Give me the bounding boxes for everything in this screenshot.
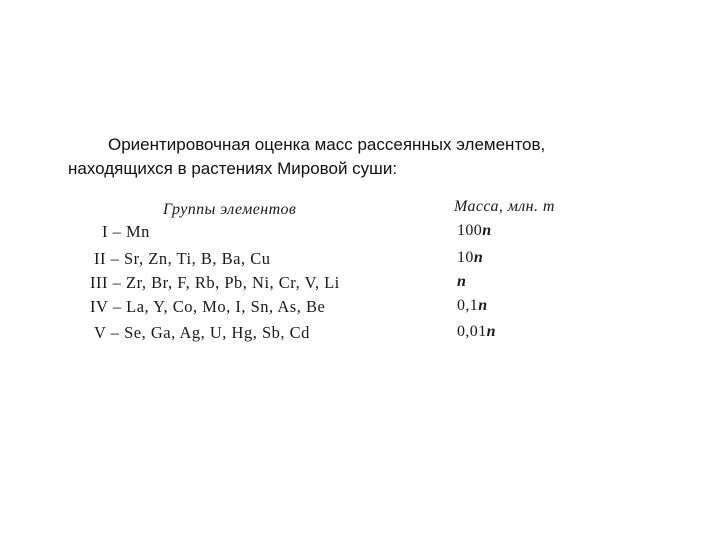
table-row	[90, 297, 610, 321]
table-row	[94, 323, 614, 347]
mass-unit: n	[486, 323, 496, 340]
table-row	[94, 249, 614, 273]
group-cell: V – Se, Ga, Ag, U, Hg, Sb, Cd	[94, 323, 310, 342]
mass-cell	[457, 273, 466, 291]
mass-cell	[457, 222, 492, 240]
group-cell: III – Zr, Br, F, Rb, Pb, Ni, Cr, V, Li	[90, 273, 340, 292]
mass-cell	[457, 323, 496, 341]
intro-text	[68, 133, 668, 181]
mass-value: 10	[457, 249, 474, 266]
header-element-groups: Группы элементов	[163, 201, 297, 218]
intro-line-2: находящихся в растениях Мировой суши:	[68, 159, 398, 178]
mass-value: 0,01	[457, 323, 487, 340]
mass-cell	[457, 297, 488, 315]
group-cell: II – Sr, Zn, Ti, B, Ba, Cu	[94, 249, 271, 268]
element-mass-table	[80, 196, 600, 356]
header-mass: Масса, млн. т	[454, 198, 555, 215]
mass-unit: n	[473, 249, 484, 266]
table-row	[90, 273, 610, 297]
mass-cell	[457, 249, 483, 267]
table-row	[102, 222, 622, 246]
mass-value: 0,1	[457, 297, 479, 314]
group-cell: I – Mn	[102, 222, 150, 241]
mass-unit: n	[457, 273, 467, 290]
mass-unit: n	[478, 297, 488, 314]
mass-unit: n	[482, 222, 492, 239]
intro-line-1: Ориентировочная оценка масс рассеянных элементов,	[108, 135, 546, 154]
group-cell: IV – La, Y, Co, Mo, I, Sn, As, Be	[90, 297, 326, 316]
mass-value: 100	[457, 222, 483, 239]
